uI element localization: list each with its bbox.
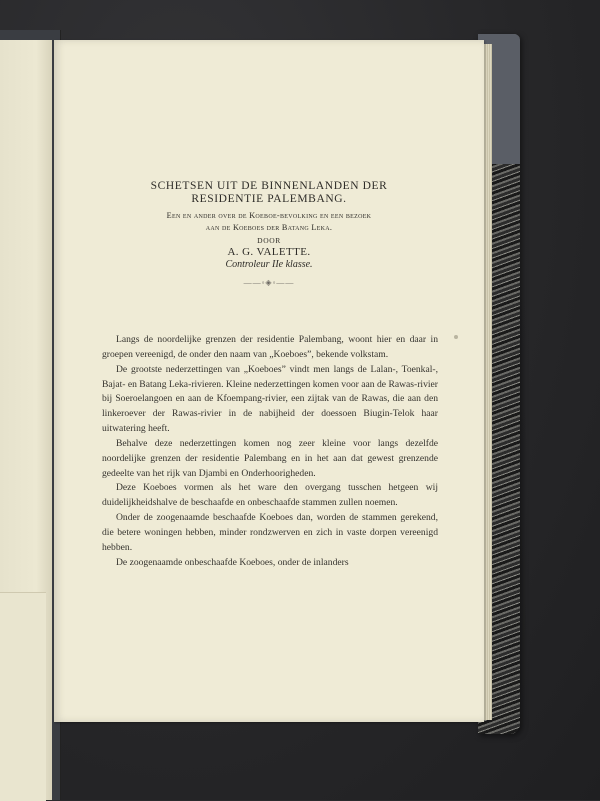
ornament-divider: ——◦◈◦—— [243,278,295,287]
by-label: DOOR [257,236,281,245]
paragraph: Onder de zoogenaamde beschaafde Koeboes dan, worden de stammen gerekend, die betere woningen hebben, minder rondzwerven en zich in vaste dorpen vereenigd hebben. [102,512,438,553]
body-text [102,333,438,571]
subtitle-line-1: Een en ander over de Koeboe-bevolking en een bezoek [166,211,372,220]
title-line-1: SCHETSEN UIT DE BINNENLANDEN DER [150,180,388,192]
paragraph: Langs de noordelijke grenzen der residentie Palembang, woont hier en daar in groepen vereenigd, de onder den naam van „Koeboes”, bekende volkstam. [102,334,438,360]
paper-spot [454,335,458,339]
paragraph: De grootste nederzettingen van „Koeboes” vindt men langs de Lalan-, Toenkal-, Bajat- en Batang Leka-rivieren. Kleine nederzettingen komen voor aan de Rawas-rivier bij Soeroelangoen en aan de Kfoempang-rivier, een zijtak van de Rawas, die aan den linkeroever der Rawas-rivier in de nabijheid der doessoen Biugin-Telok haar uitwatering heeft. [102,363,438,435]
author-name: A. G. VALETTE. [227,246,311,258]
paragraph: Behalve deze nederzettingen komen nog zeer kleine voor langs dezelfde noordelijke grenzen der residentie Palembang en in het aan dat gewest grenzende gedeelte van het rijk van Djambi en Onderhoorigheden. [102,437,438,479]
title-block [54,180,484,287]
previous-page-flap [0,592,46,801]
subtitle-line-2: aan de Koeboes der Batang Leka. [205,223,333,232]
page-stack-edge [484,44,492,720]
author-role: Controleur IIe klasse. [225,259,313,270]
paragraph: Deze Koeboes vormen als het ware den overgang tusschen hetgeen wij duidelijkheidshalve de beschaafde en onbeschaafde stammen zullen noemen. [102,482,438,509]
paragraph: De zoogenaamde onbeschaafde Koeboes, onder de inlanders [116,556,349,568]
book-page [54,40,484,722]
title-line-2: RESIDENTIE PALEMBANG. [191,193,347,205]
